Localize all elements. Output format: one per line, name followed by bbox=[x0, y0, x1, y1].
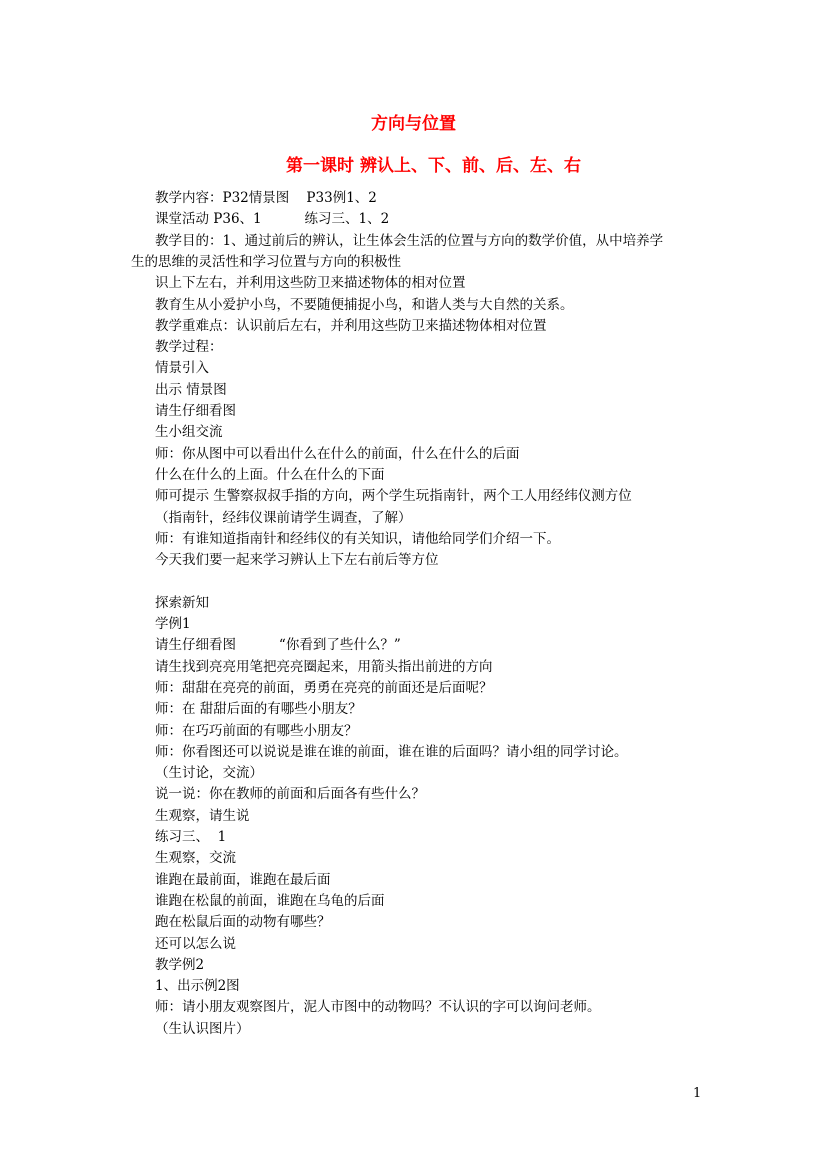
text-line: 教学例2 bbox=[155, 956, 205, 973]
text-line: 识上下左右，并利用这些防卫来描述物体的相对位置 bbox=[155, 275, 466, 292]
text-line: 说一说：你在教师的前面和后面各有些什么？ bbox=[155, 786, 425, 803]
page-number: 1 bbox=[693, 1086, 702, 1101]
text-line: 教学过程： bbox=[155, 339, 223, 356]
text-line: （指南针，经纬仪课前请学生调查，了解） bbox=[155, 509, 412, 526]
text-line: 师：在巧巧前面的有哪些小朋友？ bbox=[155, 722, 358, 739]
text-line: 请生找到亮亮用笔把亮亮圈起来，用箭头指出前进的方向 bbox=[155, 658, 493, 675]
text-line: 还可以怎么说 bbox=[155, 935, 236, 952]
text-line: 请生仔细看图 bbox=[155, 403, 236, 419]
text-line: 练习三、 1 bbox=[155, 829, 227, 845]
text-line: 师：甜甜在亮亮的前面，勇勇在亮亮的前面还是后面呢？ bbox=[155, 679, 493, 696]
text-line: 请生仔细看图 “你看到了些什么？” bbox=[155, 637, 401, 654]
text-line: （生认识图片） bbox=[155, 1020, 250, 1037]
text-line: 谁跑在最前面，谁跑在最后面 bbox=[155, 871, 331, 888]
text-line: 教育生从小爱护小鸟，不要随便捕捉小鸟，和谐人类与大自然的关系。 bbox=[155, 296, 574, 313]
text-line: 谁跑在松鼠的前面，谁跑在乌龟的后面 bbox=[155, 892, 385, 909]
text-line: 课堂活动 P36、1 练习三、1、2 bbox=[155, 211, 390, 228]
text-line: 生观察，请生说 bbox=[155, 807, 250, 824]
lesson-subtitle: 第一课时 辨认上、下、前、后、左、右 bbox=[286, 156, 581, 176]
text-line: 师：请小朋友观察图片，泥人市图中的动物吗？不认识的字可以询问老师。 bbox=[155, 999, 601, 1016]
text-line: 教学目的：1、通过前后的辨认，让生体会生活的位置与方向的数学价值，从中培养学 bbox=[155, 232, 664, 249]
document-title: 方向与位置 bbox=[371, 114, 456, 134]
text-line: 师：有谁知道指南针和经纬仪的有关知识，请他给同学们介绍一下。 bbox=[155, 530, 560, 547]
text-line: 今天我们要一起来学习辨认上下左右前后等方位 bbox=[155, 552, 439, 569]
text-line: 师：你从图中可以看出什么在什么的前面，什么在什么的后面 bbox=[155, 445, 520, 462]
text-line: 生的思维的灵活性和学习位置与方向的积极性 bbox=[131, 253, 401, 270]
text-line: 跑在松鼠后面的动物有哪些？ bbox=[155, 914, 331, 931]
text-line: （生讨论，交流） bbox=[155, 765, 263, 782]
text-line: 教学内容：P32情景图 P33例1、2 bbox=[155, 190, 377, 206]
text-line: 1、出示例2图 bbox=[155, 978, 240, 995]
text-line: 探索新知 bbox=[155, 594, 209, 611]
text-line: 师：在 甜甜后面的有哪些小朋友？ bbox=[155, 701, 362, 718]
text-line: 情景引入 bbox=[155, 360, 209, 377]
text-line: 生观察，交流 bbox=[155, 850, 236, 867]
text-line: 什么在什么的上面。什么在什么的下面 bbox=[155, 466, 385, 483]
text-line: 师：你看图还可以说说是谁在谁的前面，谁在谁的后面吗？请小组的同学讨论。 bbox=[155, 743, 628, 760]
text-line: 出示 情景图 bbox=[155, 381, 227, 398]
text-line: 生小组交流 bbox=[155, 424, 223, 441]
text-line: 师可提示 生警察叔叔手指的方向，两个学生玩指南针，两个工人用经纬仪测方位 bbox=[155, 488, 632, 505]
text-line: 学例1 bbox=[155, 616, 191, 632]
text-line: 教学重难点：认识前后左右，并利用这些防卫来描述物体相对位置 bbox=[155, 317, 547, 334]
